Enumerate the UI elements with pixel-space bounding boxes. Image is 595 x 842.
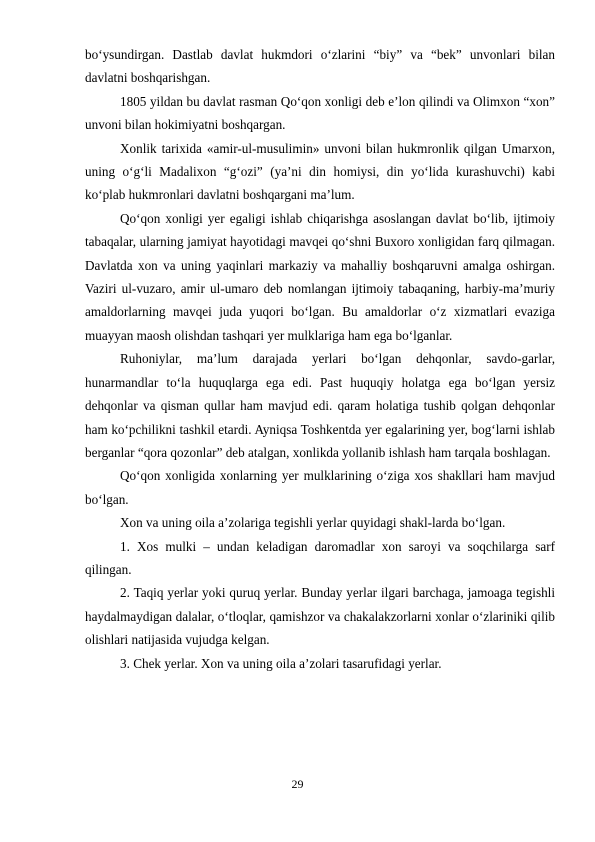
paragraph-3: Xonlik tarixida «amir-ul-musulimin» unvoni bilan hukmronlik qilgan Umarxon, uning o‘g‘li Madalixon “g‘ozi” (ya’ni din homiysi, din yo‘lida kurashuvchi) kabi ko‘plab hukmronlari davlatni boshqargani ma’lum. — [85, 140, 555, 203]
list-item-1: 1. Xos mulki – undan keladigan daromadlar xon saroyi va soqchilarga sarf qilingan. — [85, 538, 555, 577]
page-number: 29 — [291, 777, 304, 791]
document-page — [85, 43, 555, 675]
paragraph-7: Xon va uning oila a’zolariga tegishli yerlar quyidagi shakl-larda bo‘lgan. — [120, 515, 506, 531]
paragraph-2: 1805 yildan bu davlat rasman Qo‘qon xonligi deb e’lon qilindi va Olimxon “xon” unvoni bilan hokimiyatni boshqargan. — [85, 93, 555, 133]
paragraph-4: Qo‘qon xonligi yer egaligi ishlab chiqarishga asoslangan davlat bo‘lib, ijtimoiy tabaqalar, ularning jamiyat hayotidagi mavqei qo‘shni Buxoro xonligidan farq qilmagan. Davlatda xon va uning yaqinlari markaziy va mahalliy boshqaruvni amalga oshirgan. Vaziri ul-vuzaro, amir ul-umaro deb nomlangan ijtimoiy tabaqaning, harbiy-ma’muriy amaldorlarning mavqei juda yuqori bo‘lgan. Bu amaldorlar o‘z xizmatlari evaziga muayyan maosh olishdan tashqari yer mulklariga ham ega bo‘lganlar. — [85, 210, 555, 343]
paragraph-6: Qo‘qon xonligida xonlarning yer mulklarining o‘ziga xos shakllari ham mavjud bo‘lgan. — [85, 468, 555, 507]
paragraph-5: Ruhoniylar, ma’lum darajada yerlari bo‘lgan dehqonlar, savdo-garlar, hunarmandlar to‘la huquqlarga ega edi. Past huquqiy holatga ega bo‘lgan yersiz dehqonlar va qisman qullar ham mavjud edi. qaram holatiga tushib qolgan dehqonlar ham ko‘pchilikni tashkil etardi. Ayniqsa Toshkentda yer egalarining yer, bog‘larni ishlab berganlar “qora qozonlar” deb atalgan, xonlikda yollanib ishlash ham tarqala boshlagan. — [85, 351, 555, 460]
paragraph-1: bo‘ysundirgan. Dastlab davlat hukmdori o‘zlarini “biy” va “bek” unvonlari bilan davlatni boshqarishgan. — [85, 47, 555, 86]
list-item-2: 2. Taqiq yerlar yoki quruq yerlar. Bunday yerlar ilgari barchaga, jamoaga tegishli haydalmaydigan dalalar, o‘tloqlar, qamishzor va chakalakzorlarni xonlar o‘zlariniki qilib olishlari natijasida vujudga kelgan. — [85, 585, 555, 648]
list-item-3: 3. Chek yerlar. Xon va uning oila a’zolari tasarufidagi yerlar. — [120, 655, 442, 671]
